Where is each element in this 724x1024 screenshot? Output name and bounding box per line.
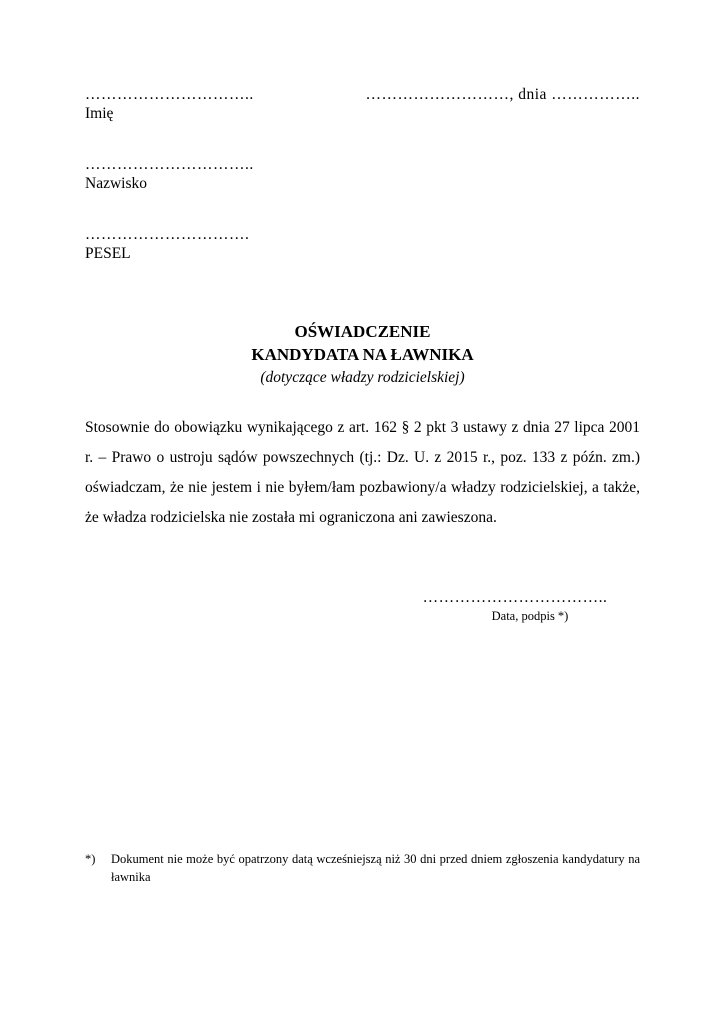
pesel-fill-line: …………………………. [85, 226, 250, 243]
signature-area [385, 588, 645, 625]
place-date-field [365, 85, 640, 104]
declaration-body-paragraph: Stosownie do obowiązku wynikającego z art. 162 § 2 pkt 3 ustawy z dnia 27 lipca 2001 r. – Prawo o ustroju sądów powszechnych (tj.: Dz. U. z 2015 r., poz. 133 z późn. zm.) oświadczam, że nie jestem i nie byłem/łam pozbawiony/a władzy rodzicielskiej, a także, że władza rodzicielska nie została mi ograniczona ani zawieszona. [85, 419, 640, 526]
pesel-field [85, 225, 640, 263]
title-line-1: OŚWIADCZENIE [294, 322, 431, 341]
last-name-label: Nazwisko [85, 175, 147, 192]
title-subtitle: (dotyczące władzy rodzicielskiej) [260, 369, 465, 386]
first-name-label: Imię [85, 105, 114, 122]
header-row [85, 85, 640, 123]
title-line-2: KANDYDATA NA ŁAWNIKA [251, 345, 474, 364]
footnote [85, 850, 640, 886]
document-title [85, 320, 640, 389]
last-name-field [85, 155, 640, 193]
first-name-field [85, 85, 254, 123]
footnote-marker: *) [85, 852, 96, 866]
signature-fill-line: …………………………….. [422, 589, 608, 606]
pesel-label: PESEL [85, 245, 131, 262]
first-name-fill-line: ………………………….. [85, 86, 254, 103]
signature-label: Data, podpis *) [491, 609, 569, 623]
footnote-text: Dokument nie może być opatrzony datą wcześniejszą niż 30 dni przed dniem zgłoszenia kandydatury na ławnika [111, 852, 640, 884]
place-date-fill-line: ………………………, dnia …………….. [365, 86, 640, 103]
last-name-fill-line: ………………………….. [85, 156, 254, 173]
